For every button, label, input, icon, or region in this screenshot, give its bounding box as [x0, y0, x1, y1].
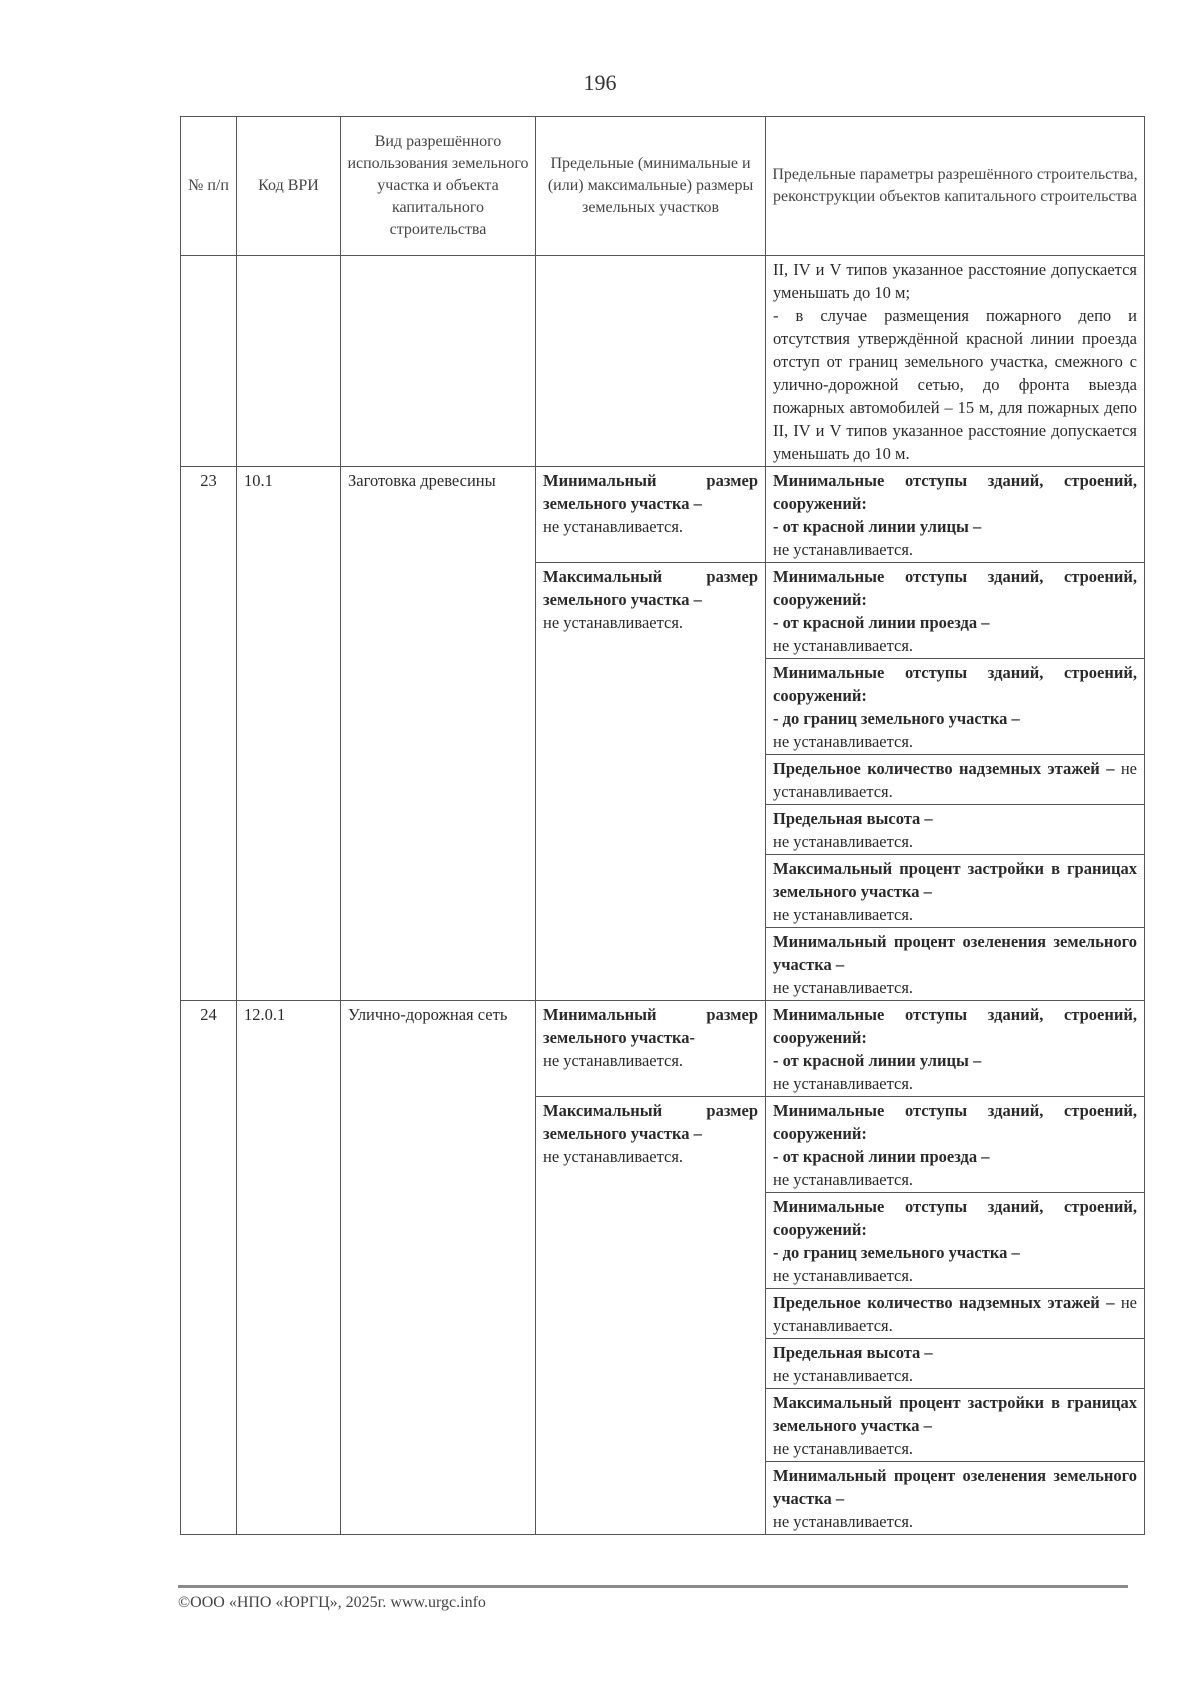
param-cell: Предельное количество надземных этажей – не устанавливается. [766, 755, 1145, 805]
table-row [181, 467, 1145, 563]
min-size-title: Минимальный размер земельного участка – [543, 471, 758, 513]
row-use-name: Заготовка древесины [341, 467, 536, 1001]
param-cell: Минимальный процент озеленения земельного участка – не устанавливается. [766, 928, 1145, 1001]
continuation-text [766, 256, 1145, 467]
row-code: 12.0.1 [237, 1001, 341, 1535]
param-cell: Минимальные отступы зданий, строений, сооружений: - от красной линии проезда – не устанавливается. [766, 1097, 1145, 1193]
min-size-value: не устанавливается. [543, 517, 684, 536]
param-cell: Предельная высота – не устанавливается. [766, 805, 1145, 855]
param-cell: Максимальный процент застройки в границах земельного участка – не устанавливается. [766, 1389, 1145, 1462]
min-plot-size [536, 467, 766, 563]
page-number: 196 [583, 70, 617, 95]
min-plot-size [536, 1001, 766, 1097]
table-header-row [181, 117, 1145, 256]
continuation-line: - в случае размещения пожарного депо и отсутствия утверждённой красной линии проезда отступ от границ земельного участка, смежного с улично-дорожной сетью, до фронта выезда пожарных автомобилей – 15 м, для пожарных депо II, IV и V типов указанное расстояние допускается уменьшать до 10 м. [773, 306, 1137, 463]
param-cell: Минимальные отступы зданий, строений, сооружений: - до границ земельного участка – не устанавливается. [766, 1193, 1145, 1289]
max-size-title: Максимальный размер земельного участка – [543, 1101, 758, 1143]
max-size-title: Максимальный размер земельного участка – [543, 567, 758, 609]
row-number: 24 [181, 1001, 237, 1535]
min-size-value: не устанавливается. [543, 1051, 684, 1070]
param-cell: Минимальные отступы зданий, строений, сооружений: - от красной линии проезда – не устанавливается. [766, 563, 1145, 659]
header-code: Код ВРИ [237, 117, 341, 256]
param-cell: Максимальный процент застройки в границах земельного участка – не устанавливается. [766, 855, 1145, 928]
max-plot-size [536, 1097, 766, 1535]
param-cell: Предельное количество надземных этажей – не устанавливается. [766, 1289, 1145, 1339]
param-cell: Предельная высота – не устанавливается. [766, 1339, 1145, 1389]
param-cell: Минимальный процент озеленения земельного участка – не устанавливается. [766, 1462, 1145, 1535]
max-plot-size [536, 563, 766, 1001]
zoning-parameters-table [180, 116, 1145, 1535]
footer-copyright: ©ООО «НПО «ЮРГЦ», 2025г. www.urgc.info [178, 1594, 486, 1611]
header-plot-sizes: Предельные (минимальные и (или) максимальные) размеры земельных участков [536, 117, 766, 256]
footer-divider [178, 1585, 1128, 1588]
max-size-value: не устанавливается. [543, 1147, 684, 1166]
row-code: 10.1 [237, 467, 341, 1001]
param-cell: Минимальные отступы зданий, строений, сооружений: - от красной линии улицы – не устанавливается. [766, 1001, 1145, 1097]
param-cell: Минимальные отступы зданий, строений, сооружений: - от красной линии улицы – не устанавливается. [766, 467, 1145, 563]
min-size-title: Минимальный размер земельного участка- [543, 1005, 758, 1047]
header-construction-params: Предельные параметры разрешённого строительства, реконструкции объектов капитального строительства [766, 117, 1145, 256]
param-cell: Минимальные отступы зданий, строений, сооружений: - до границ земельного участка – не устанавливается. [766, 659, 1145, 755]
continuation-line: II, IV и V типов указанное расстояние допускается уменьшать до 10 м; [773, 260, 1137, 302]
max-size-value: не устанавливается. [543, 613, 684, 632]
row-number: 23 [181, 467, 237, 1001]
row-use-name: Улично-дорожная сеть [341, 1001, 536, 1535]
header-number: № п/п [181, 117, 237, 256]
continuation-row [181, 256, 1145, 467]
table-row [181, 1001, 1145, 1097]
header-use-type: Вид разрешённого использования земельного участка и объекта капитального строительства [341, 117, 536, 256]
